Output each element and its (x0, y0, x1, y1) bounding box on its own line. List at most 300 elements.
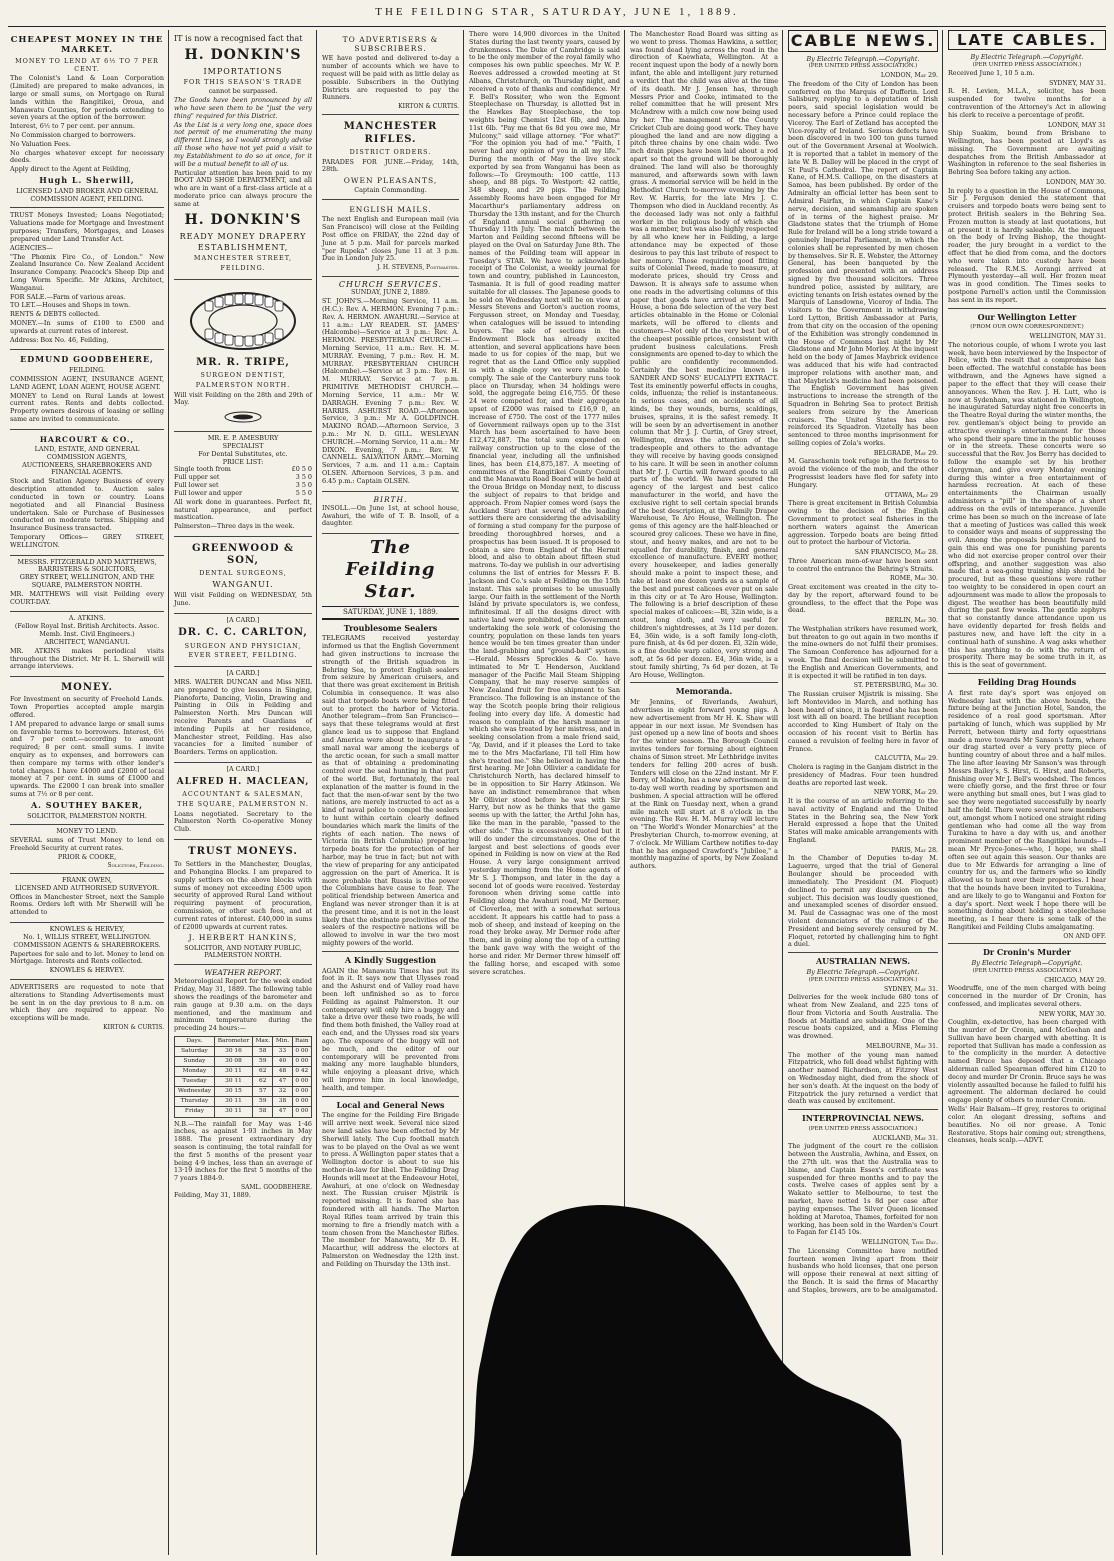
weather-title: WEATHER REPORT. (204, 968, 282, 978)
press-association: (PER UNITED PRESS ASSOCIATION.) (808, 976, 918, 983)
price-value: 3 5 0 (295, 473, 312, 482)
dateline: NEW YORK, MAY 30. (1038, 1010, 1106, 1018)
ad-body: I AM prepared to advance large or small sums on favorable terms to borrowers. Interest, 6½ and 7 per cent.—according to amount required; 8 per cent. small sums. I invite enquiry as to expenses, and borrowers can then compare my terms with other lender's total charges. I have £4000 and £2000 of local money at 7 per cent. in sums of £1000 and upwards. The £2000 I can break into smaller sums at 7½ or 8 per cent. (10, 719, 164, 799)
ad-body: Apply direct to the Agent at Feilding, (10, 165, 131, 174)
column-divider (316, 30, 317, 1555)
weather-cell: 47 (273, 1107, 292, 1117)
ad-subtitle: READY MONEY DRAPERY (179, 231, 307, 241)
article-body: The notorious couple, of whom I wrote you last week, have been interviewed by the Inspector of Police, with the result that a compromise has been effected. The watchful constable has been withdrawn, and the Agnews have signed a paper to the effect that they will cease their annoyances. When the Rev. J. H. Lutt, who is now at Sydenham, was stationed in Wellington, he inaugurated Saturday night free concerts in the Theatre Royal during the winter months, the rev. gentleman's object being to provide an attractive evening's entertainment for those who spend their spare time in the public houses or in the streets. These concerts were so successful that the Rev. Jos Berry has decided to follow the example set by his brother clergyman, and give every Monday evening during this winter a free entertainment of harmless recreation. At each of these entertainments the Chairman usually administers a "pill" in the shape of a short address on the evils of intemperance. Juvenile crime has been so much on the increase of late that a meeting of Justices was called this week to consider ways and means of suppressing the evil. Among the proposals brought forward to gain this end was one for punishing parents who did not exercise proper control over their offspring, and another suggestion was also made that a sea-going training ship should be procured, but as these questions were rather too weighty to be considered in open court an adjournment was made to allow the proposals to digest. The weather has been beautifully mild during the past few weeks. The gentle zephyrs that so constantly dance attendance upon us have evidently departed for fresh fields and pastures new, and have left the city in a continual hath of sunshine. A wag asks whether this has anything to do with the return of prosperity. There may be some truth in it, as this is the seat of government. (948, 340, 1106, 670)
ad-name: FRANK OWEN, (62, 876, 112, 885)
weather-cell: 30 08 (214, 1057, 252, 1067)
ad-subtitle: MONEY TO LEND AT 6½ TO 7 PER CENT. (15, 56, 159, 73)
ad-body: Papertees for sale and to let. Money to lend on Mortgage. Interests and Rents collected. (10, 949, 164, 966)
dispatch-body: In reply to a question in the House of Commons, Sir J. Ferguson denied the statement that cruisers and torpedo boats were being sent to protect British sealers in the Behring Sea. Frozen mutton is steady at last quotations, but at present it is hardly saleable. At the inquest on the body of Irving Bishop, the thought-reader, the jury brought in a verdict to the effect that he died from coma, and the doctors who were taken into custody have been released. The R.M.S. Aorangi arrived at Plymouth yesterday—all well. Her frozen meat was in good condition. The Times seeks to postpone Parnell's action until the Commission has sent in its report. (948, 186, 1106, 304)
dispatch-body: Deliveries for the week include 680 tons of wheat from New Zealand, and 225 tons of flour from Victoria and South Australia. The floods at Maitland are subsiding. One of the rescue boats capsized, and a Miss Fleming was drowned. (788, 993, 938, 1041)
weather-cell: Sunday (175, 1057, 215, 1067)
ad-prior-cooke (10, 825, 164, 874)
advert-snippet: Wells' Hair Balsam—If grey, restores to original color. An elegant dressing, softens and beautifies. No oil nor grease. A Tonic Restorative. Stops hair coming out; strengthens, cleanses, heals scalp.—ADVT. (948, 1105, 1106, 1145)
ad-body: Will visit Feilding on the 28th and 29th of May. (174, 390, 312, 407)
late-cables-heading: LATE CABLES. (948, 30, 1106, 50)
weather-cell: 32 (273, 1087, 292, 1097)
article-body: The Manchester Road Board was sitting as we went to press. Thomas Hawkins, a settler, was found dead lying across the road in the direction of Kaewhata, Wellington. At a recent inquest upon the body of a newly born infant, the able and intelligent jury returned a verdict that the child was alive at the time of its death. Mr J. Jensen has, through Messrs Prior and Cooke, intimated to the relief committee that he will present Mrs McAndrew with a milch cow now being used by her. The management of the County Cricket Club are doing good work. They have ploughed the land and are now digging a pitch three chains by one chain wide. Two inch drain pipes have been laid about a rod apart so that the ground will be thoroughly drained. The land will also be thoroughly manured, and afterwards sown with lawn grass. A memorial service will be held in the Methodist Church to-morrow evening by the Rev. W. Harris, for the late Mrs J. C. Thompson who died in Auckland recently. As the deceased lady was not only a faithful worker in the religious body of which she was a member, but was also highly respected by all who knew her in Feilding, a large attendance may be expected of those desirous to pay this last tribute of respect to her memory. Those requiring good fitting suits of Colonial Tweed, made to measure, at moderate prices, should try Cross and Dawson. It is always safe to assume when one reads in the advertising columns of this paper that goods have arrived at the Red House, a bona fide selection of the very best articles obtainable in the Home or Colonial markets, will be offered to clients and customers—Not only of the very best but of the cheapest possible prices, consistent with prudent business calculations. Fresh consignments are opened to-day to which the public are confidently recommended. Certainly the best medicine known is SANDER AND SONS' EUCALYPTI EXTRACT. Test its eminently powerful effects in coughs, colds, influenza; the relief is instantaneous. In serious cases, and on accidents of all kinds, be they wounds, burns, scaldings, bruises, sprains, it is the safest remedy. It will be seen by an advertisement in another column that Mr J. J. Curtin, of Grey street, Wellington, draws the attention of the tradespeople and others to the advantage they will receive by having goods consigned to his care. It will be seen in another column that Mr J. J. Curtin will forward goods to all parts of the world. We have secured the agency of the largest and best calico manufacturer in the world, and have the exclusive right to sell certain special brands of the best description, at the Family Draper Warehouse, Te Aro House, Wellington. The gems of this agency are the half-bleached or scoured grey calicoes. These we have in fine, stout, and heavy makes, and are not to be equalled for durability, finish, and general excellence of manufacture. EVERY mother, every housekeeper, and ladies generally should make a point to inspect these, and take at least one dozen yards as a sample of the best and purest calicoes ever put on sale in this city or at Te Aro House, Wellington. The following is a brief description of these special makes of calicoes:—Bl, 32in wide, is a stout, long cloth, and very useful for children's nightdresses, at 3s 11d per dozen. E4, 36in wide, is a soft family long-cloth, pure finish, at 4s 6d per dozen. El, 32in wide, is a fine double warp calico, very strong and soft, at 5s 6d per dozen. E4, 36in wide, is a stout family shirting, 7s 6d per dozen, at Te Aro House, Wellington. (630, 30, 778, 679)
article-heading: Feilding Drag Hounds (977, 676, 1077, 687)
article-heading: Our Wellington Letter (977, 311, 1077, 322)
weather-cell: 30 15 (214, 1087, 252, 1097)
notice-church (322, 277, 459, 492)
masthead-rule (8, 26, 1106, 27)
ad-title: H. DONKIN'S (184, 211, 302, 228)
ad-title: MONEY. (61, 682, 113, 694)
dateline: LONDON, MAY 31 (1047, 121, 1106, 129)
dateline: AUCKLAND, May 31. (872, 1134, 938, 1142)
weather-cell: 58 (253, 1047, 273, 1057)
dispatch-body: It is the course of an article referring to the naval activity of England and the United States in the Behring sea, the New York Herald expressed a hope that the United States will make amicable arrangements with England. (788, 797, 938, 845)
ad-goodbehere (10, 350, 164, 429)
notice-advertisers (322, 30, 459, 115)
ad-body: MONEY to Lend on Rural Lands at lowest current rates. Rents and debts collected. Property owners desirous of leasing or selling same are invited to communicate. (10, 391, 164, 424)
weather-cell: 47 (273, 1077, 292, 1087)
notice-body: The next English and European mail (via San Francisco) will close at the Feilding Post office on FRIDAY, the 22nd day of June at 5 p.m. Mail for parcels marked "per Rupeka" closes June 11 at 3 p.m. Due in London July 25. (322, 215, 459, 263)
ad-subtitle: PALMERSTON NORTH. (195, 380, 291, 389)
ad-subtitle: THE SQUARE, PALMERSTON N. (177, 799, 309, 808)
notice-title: MANCHESTER RIFLES. (343, 121, 438, 145)
notice-body: ST. JOHN'S.—Morning Service, 11 a.m. (H.C.): Rev. A. HERMON. Evening 7 p.m.: Rev. A. HERMON. AWAHURI.—Service at 11 a.m.: LAY READER. ST. JAMES' (Halcombe)—Service at 3 p.m.: Rev. A. HERMON. PRESBYTERIAN CHURCH.—Morning Service, 11 a.m.: Rev. H. M. MURRAY. Evening, 7 p.m.: Rev. H. M. MURRAY. PRESBYTERIAN CHURCH (Halcombe).—Service at 3 p.m.: Rev. H. M. MURRAY. Service at 7 p.m. PRIMITIVE METHODIST CHURCH.—Morning Service, 11 a.m.: Mr W. DARRAGH. Evening 7 p.m.: Rev. W. HARRIS. ASHURST ROAD.—Afternoon Service, 3 p.m.: Mr A. GOLDFINCH. MAKINO ROAD.—Afternoon Service, 3 p.m.: Mr N. D. GILL. WESLEYAN CHURCH.—Morning Service, 11 a.m.: Mr DIXON. Evening, 7 p.m.: Rev. W. CANNELL. SALVATION ARMY.—Morning Services, 7 a.m. and 11 a.m.: Captain OLSEN. Afternoon Services, 3 p.m. and 6.45 p.m.: Captain OLSEN. (322, 297, 459, 485)
ad-body: No Commission charged to borrowers. (10, 131, 136, 140)
column-divider (168, 30, 169, 1555)
column-3 (318, 30, 463, 1555)
ad-name: A. ATKINS. (68, 614, 106, 623)
ad-subtitle: FEILDING. (68, 366, 105, 375)
notice-body: INSOLL.—On June 1st, at school house, Awahuri, the wife of T. B. Insoll, of a daughter. (322, 503, 459, 528)
card-label: [A CARD.] (226, 765, 260, 774)
paper-nameplate (322, 537, 459, 619)
weather-cell: 62 (253, 1067, 273, 1077)
notice-name: OWEN PLEASANTS, (343, 176, 438, 186)
weather-header-cell: Barometer (214, 1037, 252, 1047)
divider (322, 951, 459, 952)
dateline: MELBOURNE, May 31. (866, 1043, 938, 1051)
weather-header-cell: Rain (292, 1037, 311, 1047)
ad-body: MRS. WALTER DUNCAN and Miss NEIL are prepared to give lessons in Singing, Pianoforte, Dancing, Violin, Drawing and Painting in Oils in Feilding and Palmerston North. Mrs Duncan will receive Parents and Guardians of intending Pupils at her residence, Manchester street, Feilding. Has also vacancies for a limited number of Boarders. Terms on application. (174, 677, 312, 757)
ad-subtitle: FEILDING. (220, 263, 266, 272)
weather-cell: 62 (253, 1077, 273, 1087)
article-body: TELEGRAMS received yesterday informed us that the English Government had given instructions to increase the strength of the British squadron in Behring Sea, to protect English sealers from seizure by American cruisers, and that there was great excitement in British Columbia in consequence. It was also said that torpedo boats were being fitted out to protect the harbor of Victoria. Another telegram—from San Francisco—says that these telegrams would at first glance lead us to suppose that England and America were about to inaugurate a small naval war among the icebergs of the arctic ocean, for such a small matter as that of obtaining a predominating control over the seal hunting in that part of the world. But, fortunately, the real explanation of the matter is found in the fact that the men-of-war sent by the two nations, are merely instructed to act as a kind of naval police to compel the sealers to hunt within certain clearly defined boundaries which mark the limits of the rights of each nation. The news of Victoria (in British Columbia) preparing torpedo boats for the protection of her harbor, may be true in fact; but not with the view of preparing for any anticipated aggression on the part of America. It is more probable that Russia is the power the Columbians have cause to fear. The political friendship between America and England was never stronger than it is at the present time, and it is not in the least likely that the obstinate proclivities of the sealers of the respective nations will be allowed to involve in war the two most mighty powers of the world. (322, 634, 459, 948)
card-label: [A CARD.] (226, 615, 260, 624)
article-body: A first rate day's sport was enjoyed on Wednesday last with the above hounds, the fixture being at the Junction Hotel, Sandon, the residence of a real good sportsman. After partaking of lunch, which was supplied by Mr Perrett, between thirty and forty equestrians made a move towards Mr Sanson's farm, where our drag started over a very pretty piece of hunting country of about three and a half miles. The line after leaving Mr Sanson's was through Messrs Bailey's, S. Hirst, G. Hirst, and Roberts, finishing over Mr J. Bell's woodshed. The fences were chiefly gorse, and the first three or four were anything but small ones, but I was glad to see they were negotiated successfully by nearly half the field. There were several new members out, amongst whom I noticed one straight riding gentleman who had come all the way from Turakina to have a day with us, and another prominent member of the Rangitikei hounds—I mean Mr Pryce-Jones—who, I hope, we shall often see out again this season. Our thanks are due to Mr Edwards for arranging a line of country for us, and the farmers who so kindly allowed us to hunt over their properties. I hear that the hounds have been invited to Turakina, and are likely to go to Wanganui and Foxton for a day's sport. Next week I hope there will be something doing about holding a steeplechase meeting, as I hear there is some talk of the Rangitikei and Feilding Clubs amalgamating. (948, 688, 1106, 932)
weather-cell: 40 (273, 1057, 292, 1067)
ad-name: A. SOUTHEY BAKER, (30, 799, 144, 810)
ad-title: MONEY TO LEND. (56, 827, 118, 836)
article-body: AGAIN the Manawatu Times has put its foot in it. It says now that Ulysses road and the Ashurst end of Valley road have been left unfinished so as to force Feilding as against Palmerston. It our contemporary will only hire a buggy and take a drive over these two roads, he will find them both finished, the Valley road at each end, and the Ulysses road six years ago. The exposure of the buggy will not be much, and the editor of our contemporary will be prevented from making any more laughable blunders, while enjoying a pleasant drive, which will improve him in local knowledge, health, and temper. (322, 966, 459, 1092)
notice-body: PARADES FOR JUNE.—Friday, 14th, 28th. (322, 157, 459, 174)
ad-body: All work done in guarantees. Perfect fit, natural appearance, and perfect mastication. (174, 497, 312, 522)
ad-subtitle: LICENSED AND AUTHORISED SURVEYOR. (14, 883, 159, 892)
ad-subtitle: COMMISSION AGENTS & SHAREBROKERS. (13, 940, 161, 949)
article-heading: Local and General News (336, 1099, 445, 1110)
weather-table (174, 1036, 312, 1118)
notice-body: WE have posted and delivered to-day a number of accounts which we have to request will be paid with as little delay as possible. Subscribers in the Outlying Districts are requested to pay the Runners. (322, 54, 459, 102)
divider (788, 952, 938, 953)
ad-subtitle: ACCOUNTANT & SALESMAN, (182, 789, 304, 798)
ad-subtitle: LICENSED LAND BROKER AND GENERAL COMMISSION AGENT, FEILDING. (16, 186, 158, 203)
ad-subtitle: SPECIALIST (222, 442, 264, 451)
ad-body: TRUST Moneys Invested; Loans Negotiated; Valuations made for Mortgage and Investment purposes; Transfers, Mortgages, and Leases prepared under Land Transfer Act. (10, 211, 164, 243)
ad-title: TRUST MONEYS. (188, 845, 298, 857)
weather-cell: 57 (253, 1087, 273, 1097)
ad-name: EDMUND GOODBEHERE, (20, 354, 154, 365)
dispatch-body: Cholera is raging in the Ganjam district in the presidency of Madras. Four teen hundred deaths are reported last week. (788, 763, 938, 787)
ad-body: Offices in Manchester Street, next the Sample Rooms. Orders left with Mr Sherwill will be attended to (10, 892, 164, 917)
dispatch-body: The Licensing Committee have notified fourteen women living apart from their husbands who hold licenses, that one person will oppose their renewal at next sitting of the Bench. It is said the firms of Macarthy and Staples, brewers, are to be amalgamated. (788, 1246, 938, 1294)
weather-cell: 0 00 (292, 1057, 311, 1067)
weather-report (174, 965, 312, 1205)
ad-body: The Goods have been pronounced by all who have seen them to be "just the very thing" required for this District. (174, 96, 312, 120)
dateline: NEW YORK, May 29. (873, 789, 938, 797)
weather-cell: Saturday (175, 1047, 215, 1057)
dispatch-body: The Westphalian strikers have resumed work, but threaten to go out again in two months if the mine-owners do not fulfil their promises. The Samoan Conference has adjourned for a week. The final decision will be submitted to the English and American Governments, and it is expected it will be ratified in ten days. (788, 624, 938, 680)
price-item: Full upper set (174, 473, 220, 482)
ad-body: MR. ATKINS makes periodical visits throughout the District. Mr H. L. Sherwill will arrange interviews. (10, 646, 164, 671)
ad-subtitle: ARCHITECT, WANGANUI. (44, 637, 130, 646)
weather-row (175, 1057, 312, 1067)
ad-subtitle: (Fellow Royal Inst. British Architects. Assoc. Memb. Inst. Civil Engineers.) (14, 622, 160, 639)
ad-subtitle: WANGANUI. (212, 580, 274, 590)
dateline: SYDNEY, MAY 31. (1049, 79, 1106, 87)
dispatch-body: The Russian cruiser Mjistrik is missing. She left Montevideo in March, and nothing has been heard of since, it is feared she has been lost with all on board. The brilliant reception accorded to King Humbert of Italy on the occasion of his recent visit to Berlin has caused a revulsion of feeling here in favor of France. (788, 689, 938, 753)
weather-cell: 0 00 (292, 1107, 311, 1117)
notice-title: BIRTH. (373, 494, 408, 504)
article-heading: Troublesome Sealers (343, 622, 438, 633)
ad-body: Palmerston—Three days in the week. (174, 522, 295, 531)
price-list (174, 466, 312, 497)
ad-signature: KNOWLES & HERVEY. (49, 966, 125, 975)
dispatch-body: The judgment of the court re the collision between the Australia, Awhina, and Essex, on the 27th ult. was that the Australia was to blame, and Captain Essex's certificate was suspended for three months and to pay the costs. Twelve cases of apples sent by a Wakato settler to Melbourne, to test the market, have netted 1s 8d per case after paying expenses. The Silver Queen licensed holding at Marotoa, Thames, forfeited for non working, has been sold in the Warden's Court to Fagan for £145 10s. (788, 1142, 938, 1237)
weather-cell: 38 (273, 1097, 292, 1107)
weather-cell: 0 00 (292, 1087, 311, 1097)
ad-title: DR. C. C. CARLTON, (178, 627, 308, 639)
notice-subtitle: DISTRICT ORDERS. (349, 147, 432, 156)
ad-body: Interest, 6½ to 7 per cent. per annum. (10, 122, 135, 131)
ad-trust-hankins (174, 840, 312, 965)
price-list-header: PRICE LIST: (222, 457, 264, 466)
weather-date: Feilding, May 31, 1889. (174, 1191, 251, 1200)
cable-dispatches (788, 72, 938, 949)
ad-subtitle: GREY STREET, WELLINGTON, AND THE SQUARE, PALMERSTON NORTH. (19, 573, 155, 590)
ad-body: As the List is a very long one, space does not permit of me enumerating the many different Lines, so I would strongly advise all those who have not yet paid a visit to my Establishment to do so at once, for it will be a mutual benefit to all of us. (174, 120, 312, 168)
ad-subtitle: SURGEON DENTIST, (200, 370, 286, 379)
dateline: CALCUTTA, May 29. (874, 755, 938, 763)
ad-body: MR. MATTHEWS will visit Feilding every COURT-DAY. (10, 589, 164, 606)
weather-signature: SAML. GOODBEHERE. (240, 1184, 312, 1192)
dateline: CHICAGO, MAY 29. (1044, 976, 1106, 984)
dateline: ST. PETERSBURG, May 30. (853, 682, 938, 690)
press-association: (PER UNITED PRESS ASSOCIATION.) (972, 967, 1082, 974)
ad-name: J. HERBERT HANKINS, (188, 933, 298, 943)
australian-dispatches (788, 986, 938, 1107)
ad-body: RENTS & DEBTS collected. (10, 310, 100, 319)
ad-knowles-hervey (10, 923, 164, 980)
ad-body: COMMISSION AGENT, INSURANCE AGENT, LAND AGENT, LOAN AGENT, HOUSE AGENT. (10, 375, 164, 391)
ad-title: MR. R. TRIPE, (196, 356, 290, 368)
ad-subtitle: BARRISTERS & SOLICITORS, (38, 565, 136, 574)
divider (948, 308, 1106, 309)
byline: By Electric Telegraph—Copyright. (971, 958, 1083, 967)
ad-frank-owen (10, 874, 164, 923)
ad-money (10, 677, 164, 825)
column-7 (944, 30, 1110, 1555)
ad-body: IT is now a recognised fact that (174, 34, 303, 43)
ad-body: Particular attention has been paid to my BOOT AND SHOE DEPARTMENT, and all who are in want of a first-class article at a moderate price can always procure the same at (174, 168, 312, 208)
ad-subtitle: DENTAL SURGEONS, (199, 569, 287, 578)
weather-note: N.B.—The rainfall for May was 1·46 inches, as against 1·93 inches in May 1888. The present extraordinary dry season is continuing, the total rainfall for the first 5 months of the present year being 4·9 inches, less than an average of 13·19 inches for the first 5 months of the 7 years 1884-9. (174, 1119, 312, 1183)
weather-cell: 33 (273, 1047, 292, 1057)
late-dispatches (948, 80, 1106, 305)
notice-mails (322, 200, 459, 276)
weather-cell: Wednesday (175, 1087, 215, 1097)
dispatch-body: In the Chamber of Deputies to-day M. Laguerre, urged that the trial of General Boulanger should be proceeded with immediately. The President (M. Floquet) declined to permit any discussion on the subject. This decision was loudly questioned, and unexampled scenes of disorder ensued. M. Paul de Cassagnac was one of the most violent denunciators of the ruling of the President and being severely censured by M. Floquet, retorted by challenging him to fight a duel. (788, 854, 938, 949)
article-heading: A Kindly Suggestion (344, 954, 437, 965)
ad-title: ALFRED H. MACLEAN, (176, 776, 310, 787)
weather-cell: 30 11 (214, 1077, 252, 1087)
weather-cell: 30 11 (214, 1107, 252, 1117)
weather-cell: Friday (175, 1107, 215, 1117)
byline: By Electric Telegraph.—Copyright. (806, 967, 920, 976)
ad-subtitle: SURGEON AND PHYSICIAN, (184, 641, 302, 650)
ad-subtitle: MANCHESTER STREET, (193, 254, 293, 263)
weather-cell: 0 42 (292, 1067, 311, 1077)
weather-cell: 59 (253, 1097, 273, 1107)
ad-body: Stock and Station Agency Business of every description attended to. Auction sales conducted in town or country. Loans negotiated and all Financial Business undertaken. Sale or Purchase of Businesses conducted on moderate terms. Shipping and Insurance Business transacted. (10, 477, 164, 533)
price-value: 3 5 0 (295, 481, 312, 490)
ad-donkin (174, 30, 312, 280)
article-heading: Dr Cronin's Murder (982, 947, 1072, 958)
price-item: Full lower set (174, 481, 219, 490)
ad-name: MESSRS. FITZGERALD AND MATTHEWS, (17, 557, 157, 566)
weather-row (175, 1097, 312, 1107)
paper-title: The Feilding Star. (345, 537, 436, 603)
notice-subtitle: SUNDAY, JUNE 2, 1889. (351, 288, 430, 297)
dateline: OTTAWA, May 29 (884, 491, 938, 499)
ad-body: No charges whatever except for necessary deeds. (10, 148, 164, 165)
ad-name: PRIOR & COOKE, (57, 852, 117, 861)
column-divider (942, 30, 943, 1555)
ad-subtitle: ESTABLISHMENT, (197, 243, 289, 253)
article-body: Mr Jennins, of Riverlands, Awahuri, advertises in eight forward young pigs. A new advertisement from Mr H. K. Shaw will appear in our next issue. Mr Svendsen has just opened up a new line of boots and shoes for the winter season. The Borough Council invites tenders for forming about eighteen chains of Simon street. Mr Lethbridge invites tenders for felling 200 acres of bush. Tenders will close on the 22nd instant. Mr F. Berry, of Makino, has a new advertisement in to-day well worth reading by sportsmen and bushmen. A special attraction will be offered at the Rink on Tuesday next, when a grand mile match will start at 8 o'clock in the evening. The Rev. H. M. Murray will lecture on "The World's Wonder Monarchies" at the Presbyterian Church, to-morrow evening, at 7 o'clock. Mr William Carthew notifies to-day that he has engaged Crawford's "Jubilee," a monthly magazine of sports, by New Zealand authors. (630, 698, 778, 871)
notice-signature: KIRTON & CURTIS. (398, 103, 459, 111)
ad-body: For Investment on security of Freehold Lands. Town Properties accepted ample margin offered. (10, 695, 164, 719)
dispatch-body: The freedom of the City of London has been conferred on the Marquis of Dufferin. Lord Salisbury, replying to a deputation of Irish peers, said special legislation would be necessary before a Prince could replace the Viceroy. The Earl of Zetland has accepted the Vice-royalty of Ireland. Serious defects have been discovered in two 100 ton guns turned out of the Government Arsenal at Woolwich. It is reported that a tablet in memory of the late W. B. Dalley will be placed in the crypt of St Paul's Cathedral. The report of Captain Kane, of H.M.S. Calliope, on the disasters at Samoa, has been published. By order of the Admiralty an official letter has been sent to Admiral Fairfax, in which Captain Kane's nerve, decision, and seamanship are spoken of in terms of the highest praise. Mr Gladstone states that the triumph of Home Rule for Ireland will be a long stride toward a genuinely Imperial Parliament, in which the colonies shall be represented by men chosen by themselves. Sir R. E. Webster, the Attorney General, has been banqueted by the profession and presented with an address signed by five thousand solicitors. Three hundred police, assisted by military, are evicting tenants on Irish estates owned by the Marquis of Lansdowne, Viceroy of India. The visitors to the Government in withdrawing Lord Lytton, British Ambassador at Paris, from that city on the occasion of the opening of the Exhibition was strongly condemned in the House of Commons last night by Mr Gladstone and Mr John Morley. At the inquest held on the body of James Maybrick evidence was adduced that his wife had contracted improper relations with another man, and that Maybrick's medicine had been poisoned. The English Government has given instructions to increase the strength of the Squadron in Behring Sea to protect British sealers from seizure by the American cruisers. The United States has also reinforced its Squadron. Vizetelly has been sentenced to three months imprisonment for selling copies of Zola's works. (788, 79, 938, 448)
notice-title: CHURCH SERVICES. (338, 279, 443, 289)
ad-signature: KIRTON & CURTIS. (103, 1024, 164, 1032)
divider (948, 673, 1106, 674)
dispatch-body: The mother of the young man named Fitzpatrick, who fell dead whilst fighting with another named Richardson, at Fitzroy West on Wednesday night, died from the shock of her son's death. At the inquest on the body of Fitzpatrick the jury returned a verdict that death was caused by excitement. (788, 1050, 938, 1106)
article-body: There were 14,900 divorces in the United States during the last twenty years, caused by drunkenness. The Duke of Cambridge is said to be the only member of the royal family who composes his own public speeches. Mr W. P. Reeves addressed a crowded meeting at St Albans, Christchurch, on Thursday night, and received a vote of thanks and confidence. Mr F. Bell's Rossiter, who won the Egmont Steeplechase on Thursday, is allotted 9st in the Hawkes Bay Steeplechase, the top weights being Chemist 12st 6lb, and Alma 11st 6lb. "Pay me that 6s 8d you owe me, Mr Mulcony," said village attorney. "For what?" "For the opinion you had of me." "Faith, I never had any opinion of you in all my life." During the month of May the live stock exported by sea from Wanganui has been as follows:—To Greymouth: 100 cattle, 113 sheep, and 88 pigs. To Westport: 42 cattle, 348 sheep, and 29 pigs. The Feilding Assembly Rooms have been engaged for Mr Macarthur's parliamentary address on Thursday the 13th instant, and for the Church of England annual social gathering on Thursday 11th July. The match between the Marton and Feilding second fifteens will be played on the Oval on Saturday June 8th. The names of the Feilding team will appear in Tuesday's STAR. We have to acknowledge receipt of The Colonist, a weekly journal for town and country, published in Launceston, Tasmania. It is full of good reading matter suitable for all classes. The Japanese goods to be sold on Wednesday next will be on view at Messrs Stevens and Gorton's auction rooms, Fergusson street, on Monday and Tuesday, when catalogues will be issued to intending buyers. The sale of sections in the Endowment Block has already excited attention, and several applications have been made to us for copies of the map, but we regret that as the Land Office only supplied us with a single copy we were unable to comply. The sale of the Canterbury runs took place on Thursday, when 34 holdings were sold, the aggregate being £16,755. Of these 24 were competed for, and their aggregate upset of £2000 was raised to £16,9 0, an increase of £750. The cost of the 1777 miles of Government railways open up to the 31st March has been ascertained to have been £12,472,887. The total sum expended on railway construction up to the close of the financial year, including all the unfinished lines, has been £14,875,187. A meeting of committees of the Rangitikei County Council and the Manawatu Road Board will be held at the Oroua Bridge on Monday next, to discuss the subject of repairs to that bridge and approach. From Napier comes word (says the Auckland Star) that several of the leading settlers there are considering the advisability of forming a stud company for the purpose of breeding thoroughbred horses, and a prospectus has been issued. It is proposed to obtain a sire from England of the Hermit blood, and also to obtain about fifteen stud matrons. To-day we publish in our advertising columns the list of entries for Messrs F. B. Jackson and Co.'s sale at Feilding on the 15th instant. This sale promises to be unusually large. Our faith in the settlement of the North Island by private speculators is, we confess, infinitesimal. If all the designs direct with native land were prohibited, the Government undertaking the sole work of colonising the country, population on these lands ten years hence would be ten times greater than under the land-grabbing and "ground-bait" system.—Herald. Messrs Spreckles & Co. have intimated to Mr T. Henderson, Auckland manager of the Pacific Mail Steam Shipping Company, that he may reserve samples of New Zealand fruit for free shipment to San Francisco. The following is an instance of the way the Scotch people bring their religious feeling into every day life. A domestic had reason to complain of the harsh manner in which she was treated by her mistress, and in seeking consolation from a male friend said, "Ay, David, and if it pleases the Lord to take me to the Mrs Macfarlane, I'll tell Him how she's treated me." She believed in having the first hearing. Mr John Ollivier a candidate for Christchurch North, has declared himself to be in opposition to Sir Harry Atkinson. We have an indistinct remembrance that when Mr Ollivier stood before he was with Sir Harry, but now as he thinks that the game seems up with the latter, the Artful John has, like the man in the parable, "passed to the other side." This is excessively quoted but it will do under the circumstances. One of the largest and best selections of goods ever opened in Feilding is now on view at the Red House. A very large consignment arrived yesterday morning from the Home agents of Mr S. J. Thompson, and later in the day a second lot of goods were received. Yesterday forenoon when driving some cattle into Feilding along the Awahuri road, Mr Dermer, of Cloverlea, met with a somewhat serious accident. It appears his cattle had to pass a mob of sheep, and instead of keeping on the road they broke away. Mr Dermer rode after them, and in going along the top of a cutting the bank gave way with the weight of the horse and rider. Mr Dermer threw himself off the falling horse, and escaped with some severe scratches. (469, 30, 620, 976)
weather-row (175, 1087, 312, 1097)
ad-body: TO LET.—Houses and Shops in town. (10, 301, 131, 310)
ad-subtitle: IMPORTATIONS (203, 66, 283, 76)
dateline: ROME, May 30. (889, 575, 938, 583)
weather-cell: 0 00 (292, 1097, 311, 1107)
dispatch-body: R. H. Levien, M.L.A., solicitor, has been suspended for twelve months for a contravention of the Attorney's Act in allowing his clerk to receive a percentage of profit. (948, 87, 1106, 119)
column-1 (6, 30, 168, 1555)
ink-damage-blot (451, 1200, 911, 1556)
article-heading: AUSTRALIAN NEWS. (815, 956, 911, 967)
divider (630, 682, 778, 683)
weather-intro: Meteorological Report for the week ended Friday, May 31, 1889. The following table shows the readings of the barometer and rain gauge at 9.30 a.m. on the days mentioned, and the maximum and minimum temperature during the preceding 24 hours:— (174, 977, 312, 1033)
weather-cell: 0 00 (292, 1047, 311, 1057)
ad-body: MONEY.—In sums of £100 to £500 and upwards at current rates of interest. (10, 319, 164, 335)
price-item: Full lower and upper (174, 488, 243, 497)
weather-row (175, 1067, 312, 1077)
ad-body: Temporary Offices— GREY STREET, WELLINGTON. (10, 532, 164, 549)
dispatch-body: Ship Suakim, bound from Brisbane to Wellington, has been posted at Lloyd's as missing. The Government are awaiting despatches from the British Ambassador at Washington in reference to the seal fisheries in Behring Sea before taking any action. (948, 129, 1106, 177)
ad-atkins (10, 612, 164, 677)
ad-body: AGENCIES— (10, 243, 53, 252)
article-signature: ON AND OFF. (1063, 932, 1106, 940)
ad-subtitle: LAND, ESTATE, AND GENERAL COMMISSION AGENTS, (34, 445, 140, 461)
ad-subtitle: SOLICITOR, AND NOTARY PUBLIC, (184, 943, 302, 952)
weather-cell: 30 11 (214, 1097, 252, 1107)
dispatch-body: Coughlin, ex-detective, has been charged with the murder of Dr Cronin, and McGeehan and Sullivan have been charged with abetting. It is reported that Sullivan has made a confession as to the complicity in the murder. A detective named Bruce has deposed that a Chicago alderman called Spearman offered him £120 to decoy and murder Dr Cronin. Bruce says he was violently assaulted because he failed to fulfil his agreement. The alderman declared he could engage plenty of others to murder Cronin. (948, 1018, 1106, 1105)
ad-body: The Colonist's Land & Loan Corporation (Limited) are prepared to make advances, in large or small sums, on Mortgage on Rural lands within the Rangitikei, Oroua, and Manawatu Counties, for periods extending to seven years at the option of the borrower. (10, 74, 164, 122)
price-item: Single tooth from (174, 465, 231, 474)
card-label: [A CARD.] (226, 669, 260, 678)
notice-rifles (322, 115, 459, 200)
notice-title: ENGLISH MAILS. (349, 205, 432, 215)
byline: By Electric Telegraph.—Copyright. (970, 53, 1084, 62)
divider (948, 943, 1106, 944)
weather-table-body (175, 1047, 312, 1117)
weather-header-cell: Max. (253, 1037, 273, 1047)
article-heading: Memoranda. (675, 686, 733, 697)
murder-dispatches (948, 977, 1106, 1106)
weather-cell: Thursday (175, 1097, 215, 1107)
ad-greenwood (174, 537, 312, 614)
ad-body: "The Phœnix Fire Co., of London." New Zealand Insurance Co. New Zealand Accident Insurance Company. Peacock's Sheep Dip and Long Worm Specific. Mr Atkins, Architect, Wanganui. (10, 252, 164, 292)
ornament-icon (223, 410, 263, 424)
weather-cell: Tuesday (175, 1077, 215, 1087)
article-body: The engine for the Feilding Fire Brigade will arrive next week. Several nice sized new land sales have been effected by Mr Sherwill lately. The Cup football match was to be played on the Oval as we went to press. A Wellington paper states that a Wellington doctor is about to sue his mother-in-law for libel. The Feilding Drag Hounds will meet at the Endeavour Hotel, Awahuri, at one o'clock on Wednesday next. The Russian cruiser Mjistrik is reported missing. It is feared she has foundered with all hands. The Marton Royal Rifles team arrived by train this morning to fire a friendly match with a team chosen from the Manchester Rifles. The member for Manawatu, Mr D. H. Macarthur, will address the electors at Palmerston on Wednesday the 12th inst. and Feilding on Thursday the 13th inst. (322, 1111, 459, 1268)
ad-duncan (174, 667, 312, 763)
ad-subtitle: AUCTIONEERS, SHAREBROKERS AND FINANCIAL AGENTS. (22, 460, 152, 477)
ad-carlton (174, 614, 312, 668)
notice-signature: J. H. STEVENS, Postmaster. (377, 264, 459, 272)
ad-name: MR. E. P. AMESBURY (207, 434, 279, 443)
notice-birth (322, 492, 459, 535)
ad-fitzgerald (10, 556, 164, 613)
ad-subtitle: FOR THIS SEASON'S TRADE (183, 77, 303, 86)
dateline: WELLINGTON, MAY 31. (1029, 333, 1106, 341)
price-row (174, 490, 312, 498)
ad-tripe (174, 280, 312, 432)
weather-header-cell: Min. (273, 1037, 292, 1047)
dentures-illustration (183, 287, 303, 353)
weather-row (175, 1077, 312, 1087)
dispatch-body: M. Garaschenin took refuge in the fortress to avoid the violence of the mob, and the other Progressist leaders have fled for safety into Hungary. (788, 457, 938, 489)
ad-name: Hugh L. Sherwill, (39, 175, 135, 186)
paper-date: SATURDAY, JUNE 1, 1889. (322, 606, 459, 619)
press-association: (PER UNITED PRESS ASSOCIATION.) (808, 63, 918, 70)
byline: By Electric Telegraph.—Copyright. (806, 54, 920, 63)
received-line: Received June 1, 10 5 a.m. (948, 68, 1035, 77)
ad-amesbury (174, 432, 312, 537)
divider (322, 1096, 459, 1097)
weather-cell: 48 (273, 1067, 292, 1077)
weather-cell: 30 11 (214, 1067, 252, 1077)
ad-subtitle: No. 1, WILLIS STREET, WELLINGTON. (23, 932, 151, 941)
ad-body: No Valuation Fees. (10, 139, 71, 148)
dateline: PARIS, May 28. (891, 846, 938, 854)
press-association: (PER UNITED PRESS ASSOCIATION.) (808, 1126, 918, 1133)
notice-subtitle: Captain Commanding. (354, 186, 427, 195)
dateline: LONDON, May 29. (880, 72, 938, 80)
weather-row (175, 1047, 312, 1057)
correspondent-line: (FROM OUR OWN CORRESPONDENT.) (970, 324, 1084, 331)
ad-name: KNOWLES & HERVEY, (49, 925, 125, 934)
ad-name: HARCOURT & CO., (39, 434, 135, 444)
article-heading: INTERPROVINCIAL NEWS. (802, 1113, 924, 1124)
dispatch-body: There is great excitement in British Columbia owing to the decision of the English Government to protect seal fisheries in the northern waters against the American aggression. Torpedo boats are being fitted out to protect the harbour of Victoria. (788, 499, 938, 547)
ad-body: ADVERTISERS are requested to note that alterations to Standing Advertisements must be sent in on the day previous to 8 a.m. on which they are required to appear. No exceptions will be made. (10, 982, 164, 1023)
weather-cell: Monday (175, 1067, 215, 1077)
price-value: £0 5 0 (291, 465, 312, 474)
weather-table-header (175, 1037, 312, 1047)
dispatch-body: Woodruffe, one of the men charged with being concerned in the murder of Dr Cronin, has confessed, and implicates several others. (948, 984, 1106, 1008)
weather-cell: 59 (253, 1057, 273, 1067)
notice-title: TO ADVERTISERS & SUBSCRIBERS. (342, 35, 439, 54)
weather-cell: 58 (253, 1107, 273, 1117)
ad-harcourt (10, 430, 164, 556)
ad-maclean (174, 763, 312, 840)
ad-body: Loans negotiated. Secretary to the Palmerston North Co-operative Money Club. (174, 809, 312, 834)
dateline: WELLINGTON, This Day. (861, 1239, 938, 1247)
ad-subtitle: For Dental Substitutes, etc. (198, 449, 288, 458)
ad-title: CHEAPEST MONEY IN THE MARKET. (10, 35, 164, 56)
cable-news-heading: CABLE NEWS. (788, 30, 938, 52)
ad-body: Will visit Feilding on WEDNESDAY, 5th June. (174, 590, 312, 607)
ad-body: FOR SALE.—Farm of various areas. (10, 292, 126, 301)
masthead: THE FEILDING STAR, SATURDAY, JUNE 1, 1889. (375, 6, 739, 18)
ad-cheapest-money (10, 30, 164, 208)
dispatch-body: Three American men-of-war have been sent to control the entrance the Behring's Straits. (788, 556, 938, 573)
ad-subtitle: PALMERSTON NORTH. (204, 951, 282, 960)
weather-row (175, 1107, 312, 1117)
weather-cell: 0 00 (292, 1077, 311, 1087)
ad-trust-moneys (10, 208, 164, 350)
dateline: SYDNEY, May 31. (884, 985, 938, 993)
ad-subtitle: cannot be surpassed. (208, 87, 278, 96)
dateline: SAN FRANCISCO, May 28. (854, 549, 938, 557)
weather-header-cell: Days. (175, 1037, 215, 1047)
ad-subtitle: EVER STREET, FEILDING. (188, 651, 298, 660)
dateline: LONDON, MAY 30. (1045, 178, 1106, 186)
dateline: BELGRADE, May 29. (873, 449, 938, 457)
price-value: 5 5 0 (295, 488, 312, 497)
weather-cell: 30 16 (214, 1047, 252, 1057)
ad-signature: Solicitors, Feilding. (107, 861, 164, 869)
column-2 (170, 30, 316, 1555)
ad-body: SEVERAL sums of Trust Money to lend on Freehold Security at current rates. (10, 836, 164, 853)
divider (788, 1109, 938, 1110)
dateline: BERLIN, May 30. (885, 617, 938, 625)
ad-body: Address: Box No. 46, Feilding, (10, 335, 109, 344)
ad-title: GREENWOOD & SON, (191, 542, 295, 567)
dispatch-body: Great excitement was created in the city to-day by the report, afterward found to be groundless, to the effect that the Pope was dead. (788, 582, 938, 615)
press-association: (PER UNITED PRESS ASSOCIATION.) (972, 62, 1082, 69)
ad-subtitle: SOLICITOR, PALMERSTON NORTH. (27, 811, 147, 820)
ad-advertisers-note (10, 980, 164, 1035)
ad-title: H. DONKIN'S (184, 46, 302, 63)
